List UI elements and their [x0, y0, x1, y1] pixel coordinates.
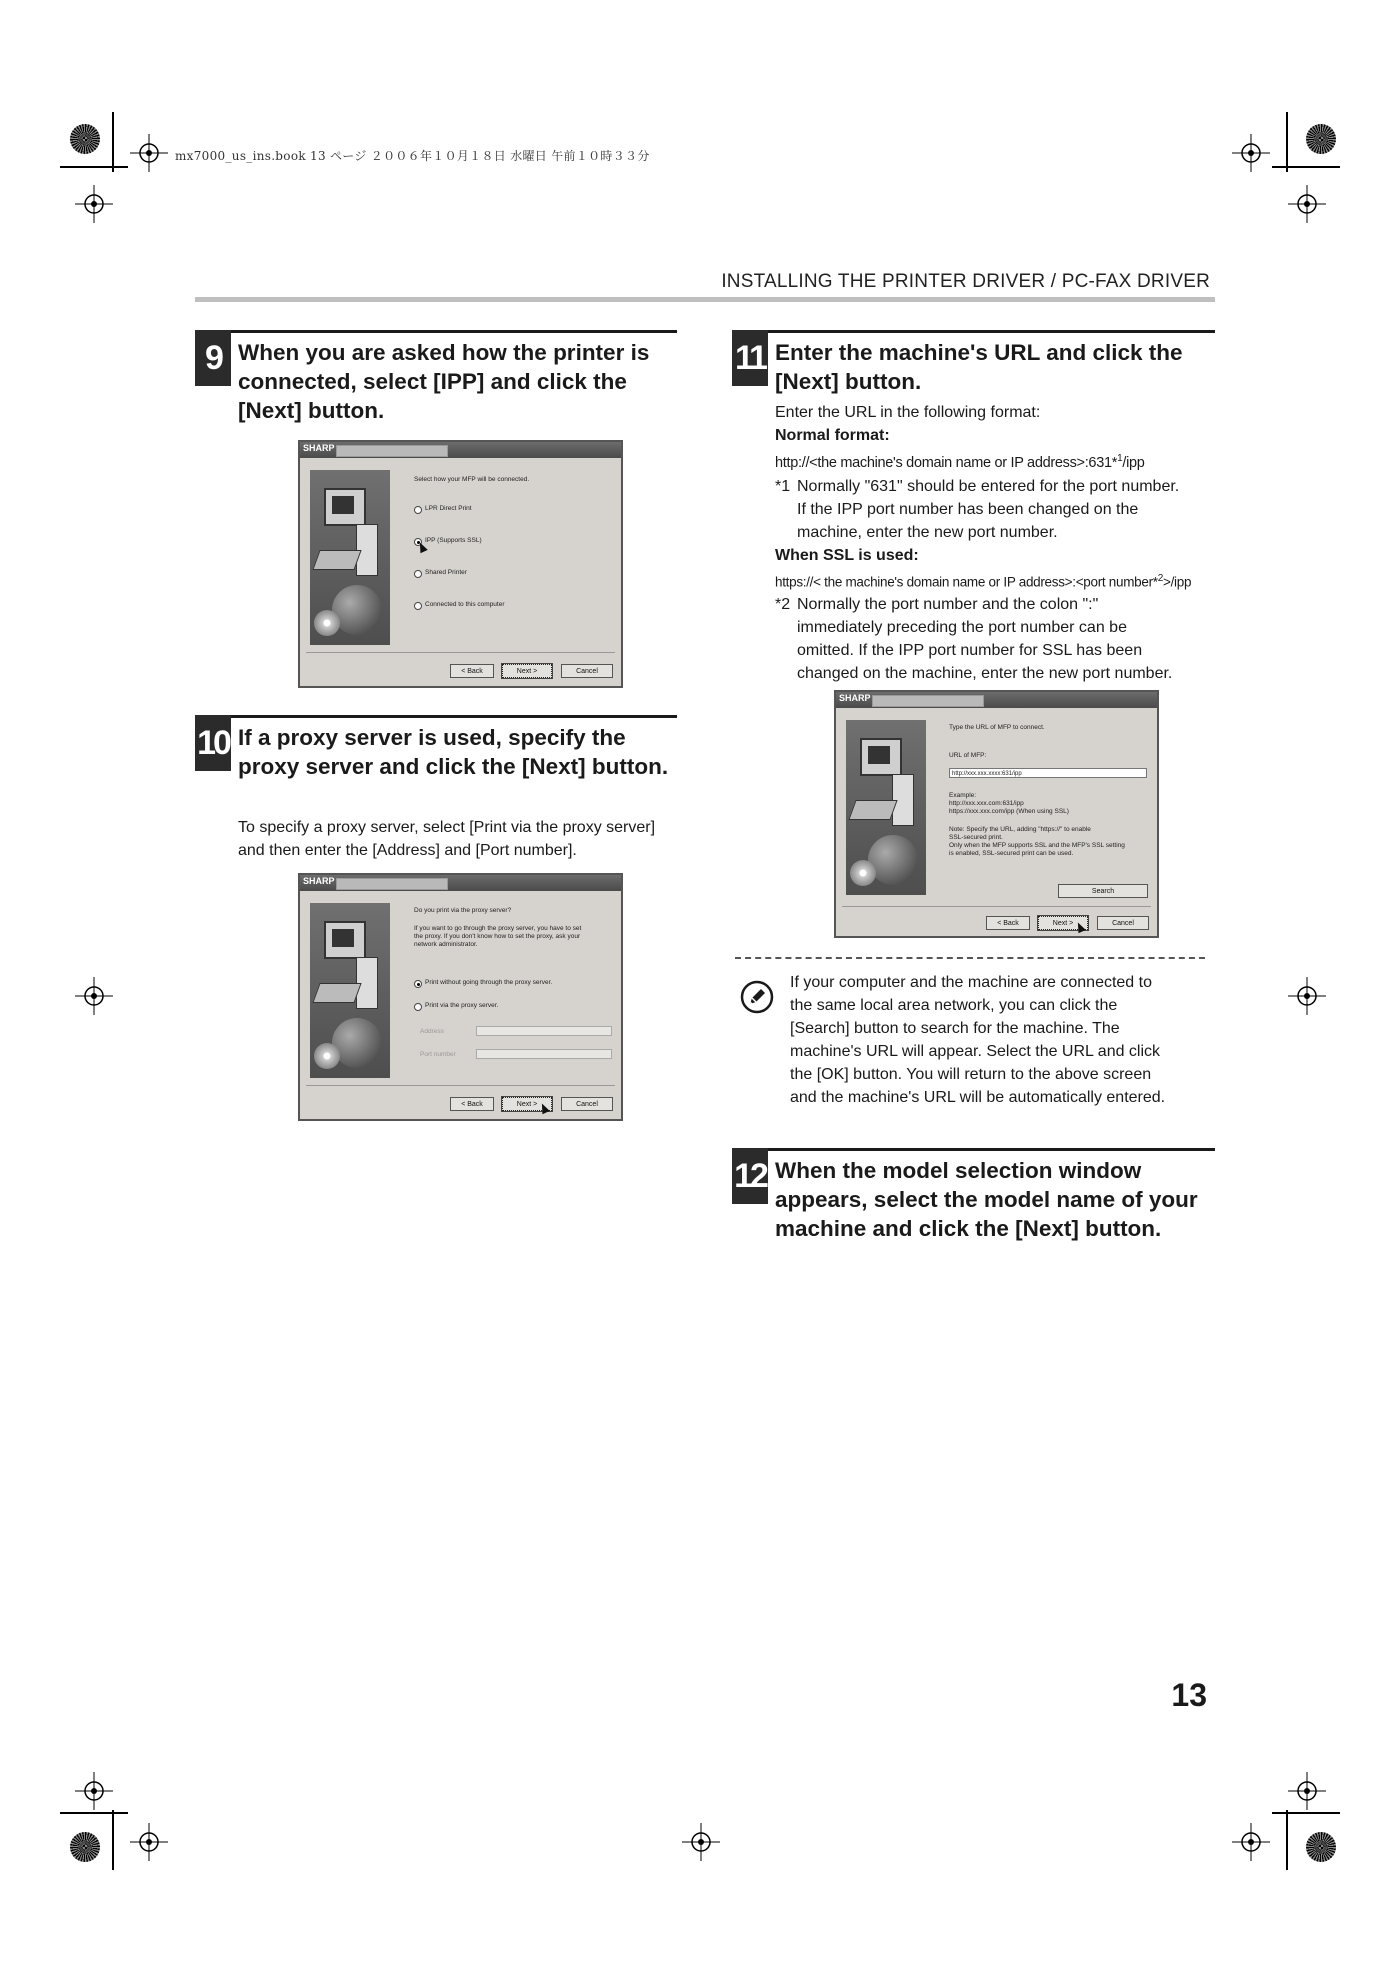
step-number: 12 [732, 1148, 768, 1204]
step-11-body [775, 401, 1225, 685]
registration-mark-icon [130, 1823, 168, 1861]
registration-mark-icon [682, 1823, 720, 1861]
dialog-desc-line: network administrator. [414, 941, 478, 948]
page-number: 13 [1171, 1677, 1207, 1713]
computer-icon [860, 738, 902, 776]
color-rosette-icon [1306, 1832, 1336, 1862]
crop-mark [60, 166, 128, 168]
crop-mark [1272, 1812, 1340, 1814]
step-10-body: To specify a proxy server, select [Print via the proxy server] and then enter the [Address] and [Port number]. [238, 819, 656, 859]
note-text: If your computer and the machine are connected to the same local area network, you can click the [Search] button to search for the machine. The machine's URL will appear. Select the URL and click the [OK] button. You will return to the above screen and the machine's URL will be automatically entered. [790, 974, 1166, 1106]
radio-no-proxy[interactable] [414, 980, 422, 988]
back-button[interactable]: < Back [450, 664, 494, 678]
dialog-note-line: SSL-secured print. [949, 834, 1003, 841]
installer-illustration [310, 470, 390, 645]
note-divider [735, 957, 1205, 959]
next-button[interactable]: Next > [502, 664, 552, 678]
screenshot-connection-method [298, 440, 623, 688]
option-label: Print via the proxy server. [425, 1002, 499, 1009]
step-number: 11 [732, 330, 768, 386]
normal-url: http://<the machine's domain name or IP address>:631*$^1$/ipp [775, 453, 1145, 471]
pencil-note-icon [740, 980, 774, 1014]
example-line: http://xxx.xxx.com:631/ipp [949, 800, 1024, 807]
step-title: When you are asked how the printer is connected, select [IPP] and click the [Next] button. [238, 340, 650, 423]
registration-mark-icon [1288, 185, 1326, 223]
ssl-url: https://< the machine's domain name or IP address>:<port number*$^2$>/ipp [775, 572, 1192, 590]
option-label: LPR Direct Print [425, 505, 472, 512]
globe-icon [332, 1018, 382, 1068]
dialog-titlebar [836, 692, 1157, 708]
brand-label: SHARP [303, 876, 335, 886]
radio-local[interactable] [414, 602, 422, 610]
step-title: Enter the machine's URL and click the [Next] button. [775, 340, 1183, 394]
computer-icon [324, 921, 366, 959]
url-intro: Enter the URL in the following format: [775, 404, 1041, 421]
cd-icon [314, 1043, 340, 1069]
step-rule [732, 1148, 1215, 1151]
registration-mark-icon [75, 185, 113, 223]
color-rosette-icon [70, 1832, 100, 1862]
step-12 [732, 1148, 1215, 1248]
port-input[interactable] [476, 1049, 612, 1059]
registration-mark-icon [1232, 1823, 1270, 1861]
dialog-titlebar [300, 875, 621, 891]
cd-icon [850, 860, 876, 886]
screenshot-proxy [298, 873, 623, 1121]
step-title: If a proxy server is used, specify the proxy server and click the [Next] button. [238, 725, 669, 779]
option-label: IPP (Supports SSL) [425, 537, 482, 544]
next-button[interactable]: Next > [1038, 916, 1088, 930]
option-label: Print without going through the proxy server. [425, 979, 553, 986]
step-9 [195, 330, 677, 430]
step-rule [732, 330, 1215, 333]
brand-label: SHARP [839, 693, 871, 703]
registration-mark-icon [75, 977, 113, 1015]
step-rule [195, 330, 677, 333]
installer-illustration [846, 720, 926, 895]
address-input[interactable] [476, 1026, 612, 1036]
crop-mark [1272, 166, 1340, 168]
color-rosette-icon [1306, 124, 1336, 154]
back-button[interactable]: < Back [986, 916, 1030, 930]
cd-icon [314, 610, 340, 636]
step-title: When the model selection window appears, select the model name of your machine and click the [Next] button. [775, 1158, 1198, 1241]
cancel-button[interactable]: Cancel [561, 1097, 613, 1111]
page-header-title: INSTALLING THE PRINTER DRIVER / PC-FAX DRIVER [721, 271, 1210, 292]
step-number: 10 [195, 715, 231, 771]
globe-icon [332, 585, 382, 635]
dialog-prompt: Select how your MFP will be connected. [414, 476, 530, 483]
dialog-desc-line: the proxy. If you don't know how to set the proxy, ask your [414, 933, 581, 940]
ssl-label: When SSL is used: [775, 546, 919, 564]
registration-mark-icon [1288, 977, 1326, 1015]
radio-lpr[interactable] [414, 506, 422, 514]
crop-mark [112, 1810, 114, 1870]
step-11 [732, 330, 1215, 400]
url-label: URL of MFP: [949, 752, 987, 759]
cancel-button[interactable]: Cancel [1097, 916, 1149, 930]
registration-mark-icon [1232, 134, 1270, 172]
globe-icon [868, 835, 918, 885]
print-info: mx7000_us_ins.book 13 ページ ２００６年１０月１８日 水曜日 午前１０時３３分 [175, 149, 650, 163]
step-10 [195, 715, 677, 815]
registration-mark-icon [130, 134, 168, 172]
dialog-note-line: Only when the MFP supports SSL and the MFP's SSL setting [949, 842, 1125, 849]
computer-icon [324, 488, 366, 526]
port-label: Port number [420, 1051, 456, 1058]
search-button[interactable]: Search [1058, 884, 1148, 898]
screenshot-url-entry [834, 690, 1159, 938]
radio-via-proxy[interactable] [414, 1003, 422, 1011]
normal-format-label: Normal format: [775, 427, 890, 444]
example-line: Example: [949, 792, 977, 799]
dialog-prompt: Type the URL of MFP to connect. [949, 724, 1045, 731]
next-button[interactable]: Next > [502, 1097, 552, 1111]
registration-mark-icon [75, 1772, 113, 1810]
crop-mark [112, 112, 114, 172]
footnote-1: *1 Normally "631" should be entered for the port number. If the IPP port number has been changed on the machine, enter the new port number. [775, 477, 1180, 541]
dialog-titlebar [300, 442, 621, 458]
brand-label: SHARP [303, 443, 335, 453]
radio-shared[interactable] [414, 570, 422, 578]
dialog-desc-line: If you want to go through the proxy server, you have to set [414, 925, 582, 932]
crop-mark [1286, 112, 1288, 172]
crop-mark [60, 1812, 128, 1814]
option-label: Shared Printer [425, 569, 467, 576]
crop-mark [1286, 1810, 1288, 1870]
url-input[interactable]: http://xxx.xxx.xxxx:631/ipp [949, 768, 1147, 778]
cancel-button[interactable]: Cancel [561, 664, 613, 678]
header-rule [195, 297, 1215, 302]
address-label: Address [420, 1028, 444, 1035]
dialog-note-line: is enabled, SSL-secured print can be used. [949, 850, 1074, 857]
option-label: Connected to this computer [425, 601, 505, 608]
back-button[interactable]: < Back [450, 1097, 494, 1111]
footnote-2: *2 Normally the port number and the colon ":" immediately preceding the port number can be omitted. If the IPP port number for SSL has been changed on the machine, enter the new port number. [775, 596, 1173, 683]
dialog-question: Do you print via the proxy server? [414, 907, 512, 914]
color-rosette-icon [70, 124, 100, 154]
dialog-note-line: Note: Specify the URL, adding "https://" to enable [949, 826, 1091, 833]
step-number: 9 [195, 330, 231, 386]
step-rule [195, 715, 677, 718]
installer-illustration [310, 903, 390, 1078]
registration-mark-icon [1288, 1772, 1326, 1810]
example-line: https://xxx.xxx.com/ipp (When using SSL) [949, 808, 1069, 815]
